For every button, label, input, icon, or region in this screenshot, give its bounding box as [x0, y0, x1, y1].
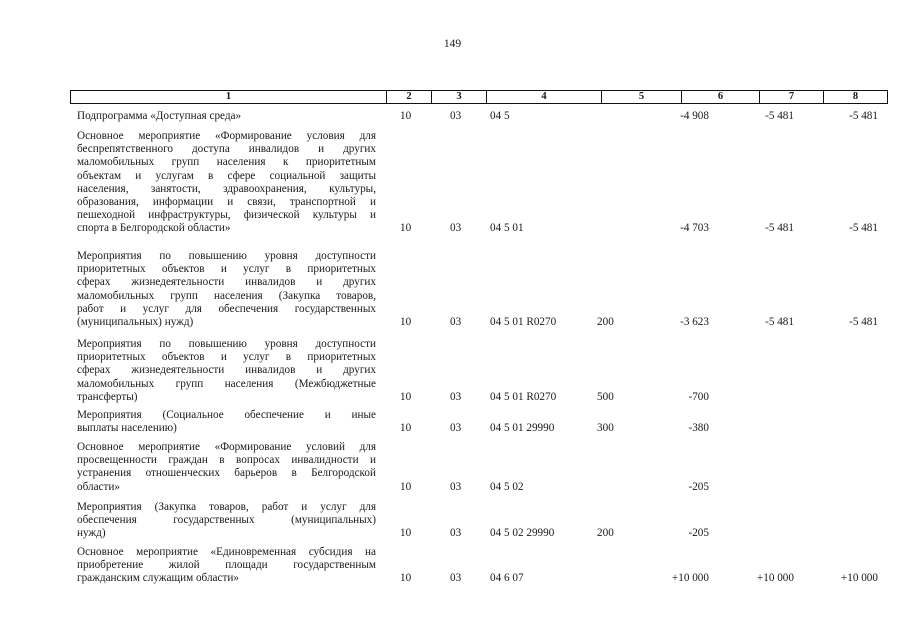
cell-c6: -700 — [688, 390, 709, 403]
cell-c5: 300 — [597, 422, 614, 435]
description-line: маломобильных групп населения (Межбюджетные — [77, 377, 376, 390]
table-header — [70, 90, 888, 104]
cell-c2: 10 — [400, 110, 412, 122]
header-col-6: 6 — [681, 91, 759, 103]
cell-c4: 04 5 01 29990 — [490, 422, 555, 435]
cell-c7: -5 481 — [765, 110, 794, 122]
description-line: гражданским служащим области» — [77, 572, 239, 585]
cell-c7: -5 481 — [765, 316, 794, 328]
description-line: приобретение жилой площади государственным — [77, 559, 376, 572]
cell-c3: 03 — [450, 480, 462, 493]
description-line: Мероприятия по повышению уровня доступности — [77, 250, 376, 262]
description-line: нужд) — [77, 527, 106, 540]
header-col-5: 5 — [601, 91, 681, 103]
description-line: Мероприятия (Закупка товаров, работ и услуг для — [77, 501, 376, 513]
cell-c4: 04 6 07 — [490, 572, 524, 585]
cell-c6: -3 623 — [680, 316, 709, 328]
row-description — [77, 501, 376, 541]
cell-c3: 03 — [450, 222, 462, 235]
page-number: 149 — [443, 38, 462, 50]
description-line: приоритетных объектов и услуг в приоритетных — [77, 263, 376, 276]
cell-c8: -5 481 — [849, 316, 878, 328]
description-line: области» — [77, 480, 120, 493]
header-col-8: 8 — [823, 91, 887, 103]
description-line: приоритетных объектов и услуг в приоритетных — [77, 351, 376, 364]
cell-c2: 10 — [400, 422, 412, 435]
cell-c2: 10 — [400, 572, 412, 585]
row-description — [77, 409, 376, 435]
cell-c7: +10 000 — [756, 572, 794, 585]
description-line: спорта в Белгородской области» — [77, 222, 231, 235]
header-col-3: 3 — [431, 91, 486, 103]
row-description — [77, 338, 376, 404]
cell-c3: 03 — [450, 316, 462, 328]
cell-c3: 03 — [450, 572, 462, 585]
description-line: Основное мероприятие «Единовременная субсидия на — [77, 546, 376, 558]
description-line: объектам и услугам в сфере социальной защиты — [77, 169, 376, 182]
description-line: Мероприятия по повышению уровня доступности — [77, 338, 376, 350]
description-line: (муниципальных) нужд) — [77, 316, 194, 329]
cell-c3: 03 — [450, 390, 462, 403]
description-line: сферах жизнедеятельности инвалидов и других — [77, 276, 376, 289]
cell-c8: -5 481 — [849, 110, 878, 122]
header-col-7: 7 — [759, 91, 823, 103]
row-description — [77, 441, 376, 494]
cell-c2: 10 — [400, 390, 412, 403]
cell-c2: 10 — [400, 527, 412, 540]
row-description — [77, 546, 376, 586]
cell-c8: -5 481 — [849, 222, 878, 235]
cell-c6: +10 000 — [671, 572, 709, 585]
description-line: маломобильных групп населения к приоритетным — [77, 156, 376, 169]
row-description — [77, 130, 376, 236]
description-line: Мероприятия (Социальное обеспечение и иные — [77, 409, 376, 421]
cell-c5: 200 — [597, 316, 614, 328]
cell-c4: 04 5 — [490, 110, 510, 122]
cell-c6: -4 703 — [680, 222, 709, 235]
description-line: пешеходной инфраструктуры, физической культуры и — [77, 209, 376, 222]
cell-c5: 200 — [597, 527, 614, 540]
row-description — [77, 250, 376, 329]
header-col-4: 4 — [486, 91, 601, 103]
cell-c6: -4 908 — [680, 110, 709, 122]
description-line: Основное мероприятие «Формирование условий для — [77, 441, 376, 453]
cell-c6: -380 — [688, 422, 709, 435]
cell-c8: +10 000 — [840, 572, 878, 585]
description-line: Подпрограмма «Доступная среда» — [77, 110, 242, 122]
description-line: образования, информации и связи, транспортной и — [77, 196, 376, 209]
description-line: выплаты населению) — [77, 422, 177, 435]
header-col-2: 2 — [386, 91, 431, 103]
description-line: маломобильных групп населения (Закупка товаров, — [77, 289, 376, 302]
cell-c4: 04 5 02 — [490, 480, 524, 493]
description-line: Основное мероприятие «Формирование условия для — [77, 130, 376, 142]
cell-c2: 10 — [400, 316, 412, 328]
cell-c3: 03 — [450, 422, 462, 435]
description-line: беспрепятственного доступа инвалидов и других — [77, 143, 376, 156]
description-line: просвещенности граждан в вопросах инвалидности и — [77, 454, 376, 467]
cell-c4: 04 5 01 R0270 — [490, 390, 557, 403]
cell-c2: 10 — [400, 480, 412, 493]
cell-c6: -205 — [688, 527, 709, 540]
cell-c3: 03 — [450, 110, 462, 122]
description-line: обеспечения государственных (муниципальных) — [77, 514, 376, 527]
cell-c3: 03 — [450, 527, 462, 540]
cell-c4: 04 5 01 — [490, 222, 524, 235]
cell-c2: 10 — [400, 222, 412, 235]
description-line: трансферты) — [77, 390, 138, 403]
cell-c4: 04 5 02 29990 — [490, 527, 555, 540]
row-description — [77, 110, 376, 123]
header-col-1: 1 — [225, 91, 232, 102]
cell-c6: -205 — [688, 480, 709, 493]
cell-c7: -5 481 — [765, 222, 794, 235]
description-line: сферах жизнедеятельности инвалидов и других — [77, 364, 376, 377]
cell-c4: 04 5 01 R0270 — [490, 316, 557, 328]
description-line: населения, занятости, здравоохранения, культуры, — [77, 182, 376, 195]
cell-c5: 500 — [597, 390, 614, 403]
description-line: работ и услуг для обеспечения государственных — [77, 302, 376, 315]
description-line: устранения отношенческих барьеров в Белгородской — [77, 467, 376, 480]
